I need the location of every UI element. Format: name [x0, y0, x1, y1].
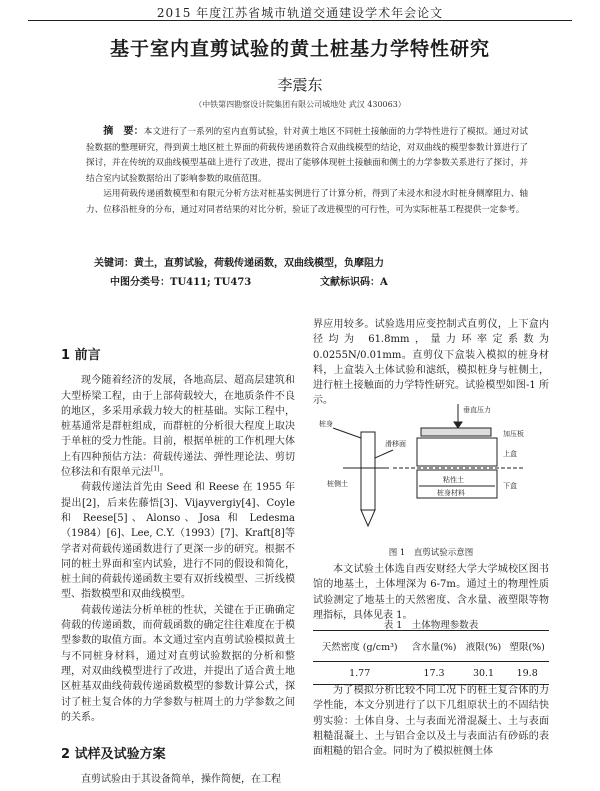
soil-properties-table — [313, 630, 549, 685]
upper-box-shape — [417, 438, 497, 466]
label-sliding-surface: 滑移面 — [385, 440, 406, 448]
header-rule — [28, 20, 572, 21]
s1-paragraph-1: 现今随着经济的发展，各地高层、超高层建筑和大型桥梁工程，由于上部荷载较大，在地质条件不良的地区，多采用承载力较大的桩基础。实际工程中，桩基通常是群桩组成，而群桩的分析很大程度上取决于单桩的受力性能。目前，根据单桩的工作机理大体上有四种预估方法：荷载传递法、弹性理论法、剪切位移法和有限单元法 — [61, 375, 295, 479]
label-soil-layer: 粘性土 — [443, 476, 464, 484]
author-name: 李震东 — [277, 76, 323, 94]
label-upper-box: 上盒 — [503, 450, 517, 458]
classification-line — [110, 273, 550, 288]
table-header-density: 天然密度 (g/cm³) — [321, 642, 398, 653]
leader-sliding-surface — [375, 450, 393, 458]
right-column-bottom — [313, 683, 549, 759]
paper-title: 基于室内直剪试验的黄土桩基力学特性研究 — [109, 38, 490, 60]
section-2-heading: 2 试样及试验方案 — [61, 747, 166, 763]
label-vertical-force: 垂直压力 — [463, 406, 491, 414]
r-paragraph-2: 本文试验土体选自西安财经大学大学城校区图书馆的地基土，土体埋深为 6-7m。通过土的物理性质试验测定了地基土的天然密度、含水量、液塑限等物理指标，具体见表 1。 — [313, 564, 549, 621]
s2-paragraph-1: 直剪试验由于其设备简单，操作简便，在工程 — [81, 774, 281, 786]
running-header: 2015 年度江苏省城市轨道交通建设学术年会论文 — [156, 6, 444, 20]
force-arrow-head — [454, 422, 462, 428]
section-1-heading: 1 前言 — [61, 348, 101, 363]
table-header-plastic-limit: 塑限(%) — [509, 642, 545, 653]
keywords-label: 关键词： — [94, 258, 134, 269]
table-header-liquid-limit: 液限(%) — [465, 642, 502, 653]
r-paragraph-1: 界应用较多。试验选用应变控制式直剪仪，上下盒内径均为 61.8mm，量力环率定系数为 0.0255N/0.01mm。直剪仪下盒装入模拟的桩身材料，上盒装入土体试验和滤纸，模拟桩身与桩侧土，进行桩土接触面的力学特性研究。试验模型如图-1 所示。 — [313, 319, 549, 407]
figure-1-caption: 图 1 直剪试验示意图 — [388, 548, 474, 558]
right-column-middle — [313, 562, 549, 623]
s1-paragraph-2: 荷载传递法首先由 Seed 和 Reese 在 1955 年提出[2]，后来佐藤悟[3]、Vijayvergiy[4]、Coyle 和 Reese[5]、Alonso、Josa 和 Ledesma（1984）[6]、Lee, C.Y.（1993）[7]、Kraft[8]等学者对荷载传递函数进行了更深一步的研究。根据不同的桩土界面和室内试验，进行不同的假设和简化，桩土间的荷载传递函数主要有双折线模型、三折线模型、指数模型和双曲线模型。 — [61, 482, 295, 601]
label-pile-body: 桩身 — [319, 420, 333, 428]
pile-tip-shape — [361, 510, 375, 526]
label-pressure-plate: 加压板 — [503, 430, 524, 438]
leader-pile-body — [333, 428, 361, 438]
clc-value: TU411; TU473 — [170, 277, 252, 288]
figure-1 — [313, 398, 549, 546]
table-cell-water-content: 17.3 — [423, 667, 445, 679]
label-pile-soil: 桩侧土 — [327, 480, 348, 488]
affiliation: （中铁第四勘察设计院集团有限公司城地处 武汉 430063） — [194, 100, 406, 109]
table-1-caption: 表 1 土体物理参数表 — [383, 620, 479, 631]
keywords-text: 黄土，直剪试验，荷载传递函数，双曲线模型，负摩阻力 — [134, 258, 384, 269]
pile-shaft-shape — [361, 432, 375, 510]
table-cell-density: 1.77 — [349, 667, 371, 679]
label-pile-material: 桩身材料 — [437, 489, 465, 497]
s1-paragraph-3: 荷载传递法分析单桩的性状，关键在于正确确定荷载的传递函数，而荷载函数的确定往往难度在于模型参数的取值方面。本文通过室内直剪试验模拟黄土与不同桩身材料，通过对直剪试验数据的分析和整理，对双曲线模型进行了改进，并提出了适合黄土地区桩基双曲线荷载传递函数模型的参数计算公式，探讨了桩土复合体的力学参数与桩周土的力学参数之间的关系。 — [61, 604, 295, 723]
table-header-water-content: 含水量(%) — [411, 642, 457, 653]
table-cell-liquid-limit: 30.1 — [472, 667, 495, 679]
clc-label: 中图分类号： — [110, 277, 170, 288]
table-row — [313, 662, 549, 685]
label-lower-box: 下盒 — [503, 482, 517, 490]
right-column-top — [313, 317, 549, 409]
r-paragraph-3: 为了模拟分析比较不同工况下的桩土复合体的力学性能，本文分别进行了以下几组原状土的不固结快剪实验：土体自身、土与表面光滑混凝土、土与表面粗糙混凝土、土与铝合金以及土与表面沾有砂砾的表面粗糙的铝合金。同时为了模拟桩侧土体 — [313, 685, 549, 758]
abstract-label: 摘 要： — [103, 126, 144, 137]
doc-code-value: A — [380, 277, 388, 288]
doc-code-label: 文献标识码： — [320, 277, 380, 288]
keywords-line — [94, 254, 534, 269]
s1-paragraph-1-end: 。 — [159, 467, 170, 479]
table-cell-plastic-limit: 19.8 — [516, 667, 538, 679]
abstract-paragraph-1: 本文进行了一系列的室内直剪试验，针对黄土地区不同桩土接触面的力学特性进行了模拟。通过对试验数据的整理研究，得到黄土地区桩土界面的荷载传递函数符合双曲线模型的结论，对双曲线的模型参数计算进行了探讨，并在传统的双曲线模型基础上进行了改进，提出了能够体现桩土接触面和侧土的力学参数关系进行了探讨，并结合室内试验数据给出了影响参数的取值范围。 — [86, 127, 528, 184]
abstract-paragraph-2: 运用荷载传递函数模型和有限元分析方法对桩基实例进行了计算分析，得到了未浸水和浸水时桩身侧摩阻力、轴力、位移沿桩身的分布，通过对同者结果的对比分析，验证了改进模型的可行性，可为实际桩基工程提供一定参考。 — [86, 189, 528, 215]
left-column — [61, 348, 295, 788]
pressure-plate-shape — [421, 428, 491, 436]
ref-1: [1] — [151, 465, 160, 473]
abstract-block — [86, 124, 528, 218]
direct-shear-diagram — [313, 398, 549, 546]
